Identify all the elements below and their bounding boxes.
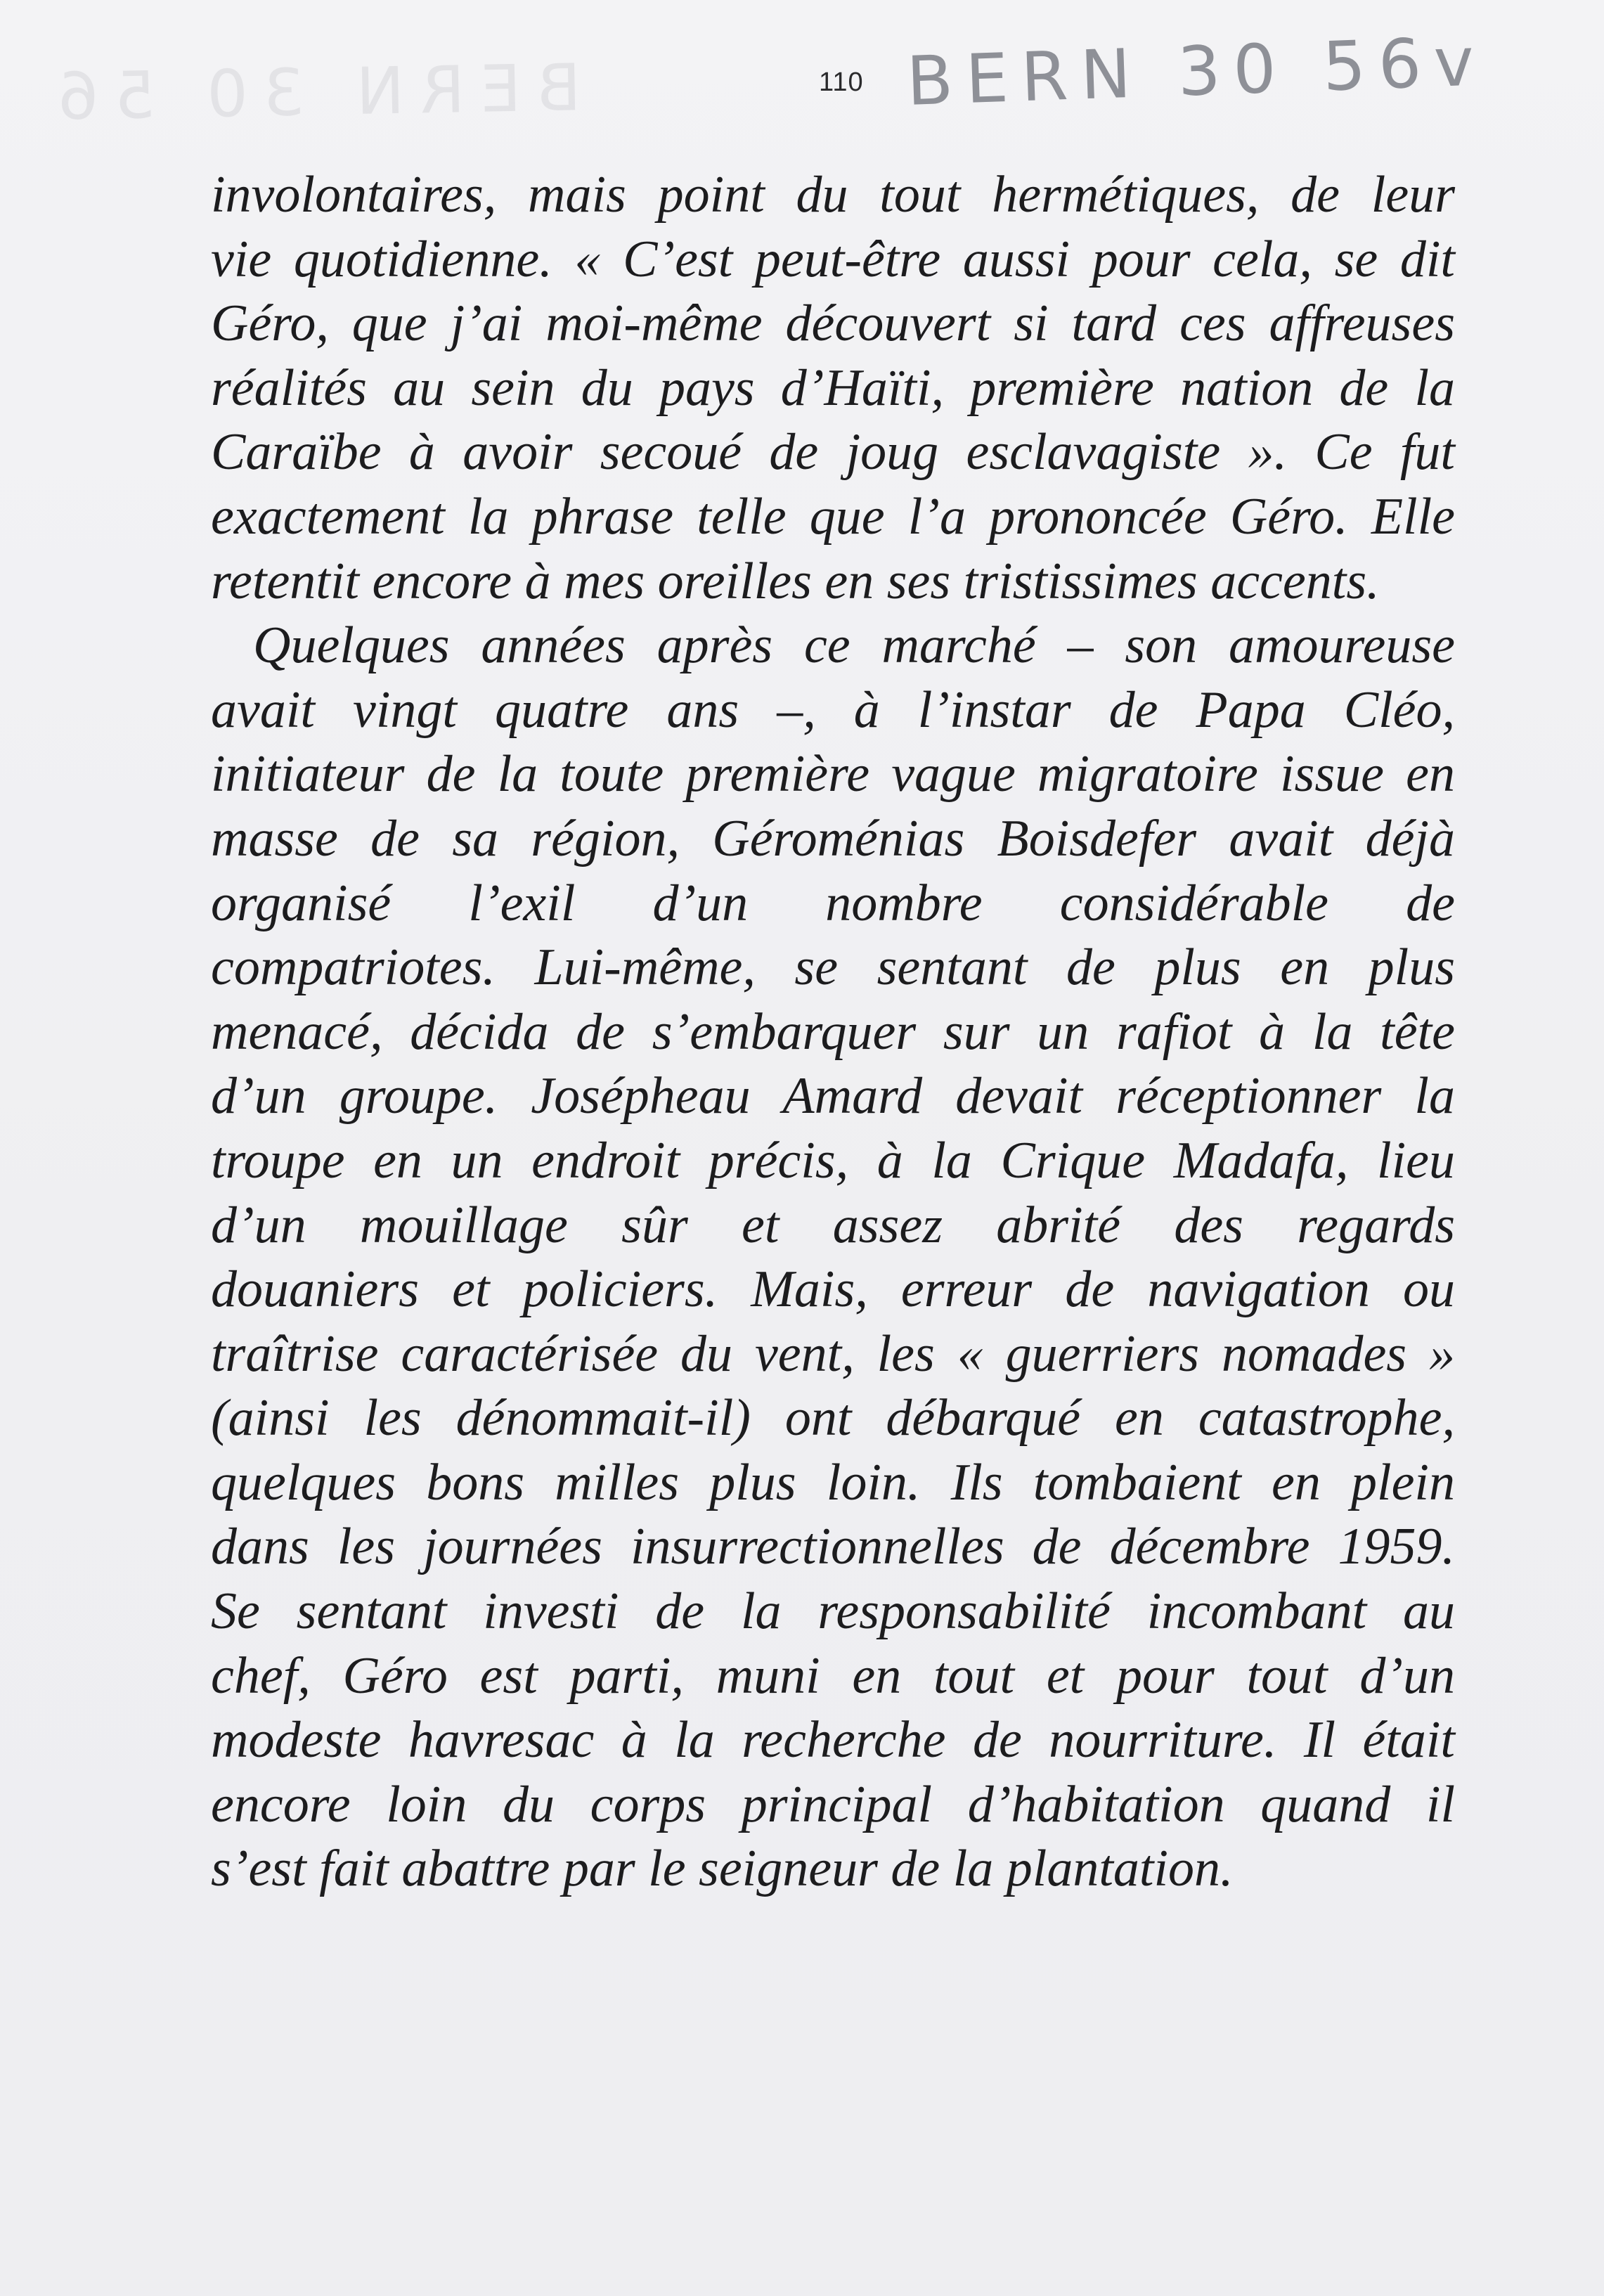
- text-line: retentit encore à mes oreilles en ses tristissimes accents.: [211, 552, 1380, 610]
- text-line: traîtrise caractérisée du vent, les « guerriers nomades »: [211, 1324, 1455, 1383]
- text-line: vie quotidienne. « C’est peut-être aussi pour cela, se dit: [211, 230, 1455, 288]
- text-line: réalités au sein du pays d’Haïti, première nation de la: [211, 359, 1455, 417]
- text-line: d’un groupe. Josépheau Amard devait réceptionner la: [211, 1067, 1455, 1126]
- text-line: encore loin du corps principal d’habitation quand il: [211, 1775, 1455, 1833]
- page-number: 110: [819, 67, 864, 97]
- text-line: (ainsi les dénommait-il) ont débarqué en catastrophe,: [211, 1389, 1455, 1447]
- text-line: menacé, décida de s’embarquer sur un rafiot à la tête: [211, 1002, 1455, 1061]
- text-line: Se sentant investi de la responsabilité incombant au: [211, 1582, 1455, 1641]
- text-line: dans les journées insurrectionnelles de décembre 1959.: [211, 1518, 1455, 1576]
- text-line: avait vingt quatre ans –, à l’instar de Papa Cléo,: [211, 681, 1455, 739]
- show-through-handwriting: BERN 30 56: [41, 50, 582, 135]
- text-line: s’est fait abattre par le seigneur de la plantation.: [211, 1840, 1234, 1898]
- text-line: initiateur de la toute première vague migratoire issue en: [211, 745, 1455, 804]
- text-line: exactement la phrase telle que l’a prononcée Géro. Elle: [211, 487, 1455, 546]
- text-line: quelques bons milles plus loin. Ils tombaient en plein: [211, 1453, 1455, 1511]
- text-line: involontaires, mais point du tout hermétiques, de leur: [211, 166, 1455, 224]
- text-line: modeste havresac à la recherche de nourriture. Il était: [211, 1711, 1455, 1769]
- text-line: Géro, que j’ai moi-même découvert si tard ces affreuses: [211, 295, 1455, 353]
- page-header: [0, 22, 1604, 141]
- body-text: [211, 163, 1455, 1902]
- text-line: compatriotes. Lui-même, se sentant de plus en plus: [211, 939, 1455, 997]
- text-line: organisé l’exil d’un nombre considérable de: [211, 874, 1455, 932]
- paragraph-first-line: Quelques années après ce marché – son amoureuse: [253, 617, 1455, 675]
- text-line: douaniers et policiers. Mais, erreur de navigation ou: [211, 1260, 1455, 1319]
- text-line: troupe en un endroit précis, à la Crique Madafa, lieu: [211, 1131, 1455, 1189]
- text-line: Caraïbe à avoir secoué de joug esclavagiste ». Ce fut: [211, 423, 1455, 482]
- text-line: masse de sa région, Géroménias Boisdefer avait déjà: [211, 809, 1455, 868]
- text-line: d’un mouillage sûr et assez abrité des regards: [211, 1196, 1455, 1254]
- handwritten-archive-note: BERN 30 56v: [905, 22, 1488, 121]
- text-line: chef, Géro est parti, muni en tout et pour tout d’un: [211, 1646, 1455, 1705]
